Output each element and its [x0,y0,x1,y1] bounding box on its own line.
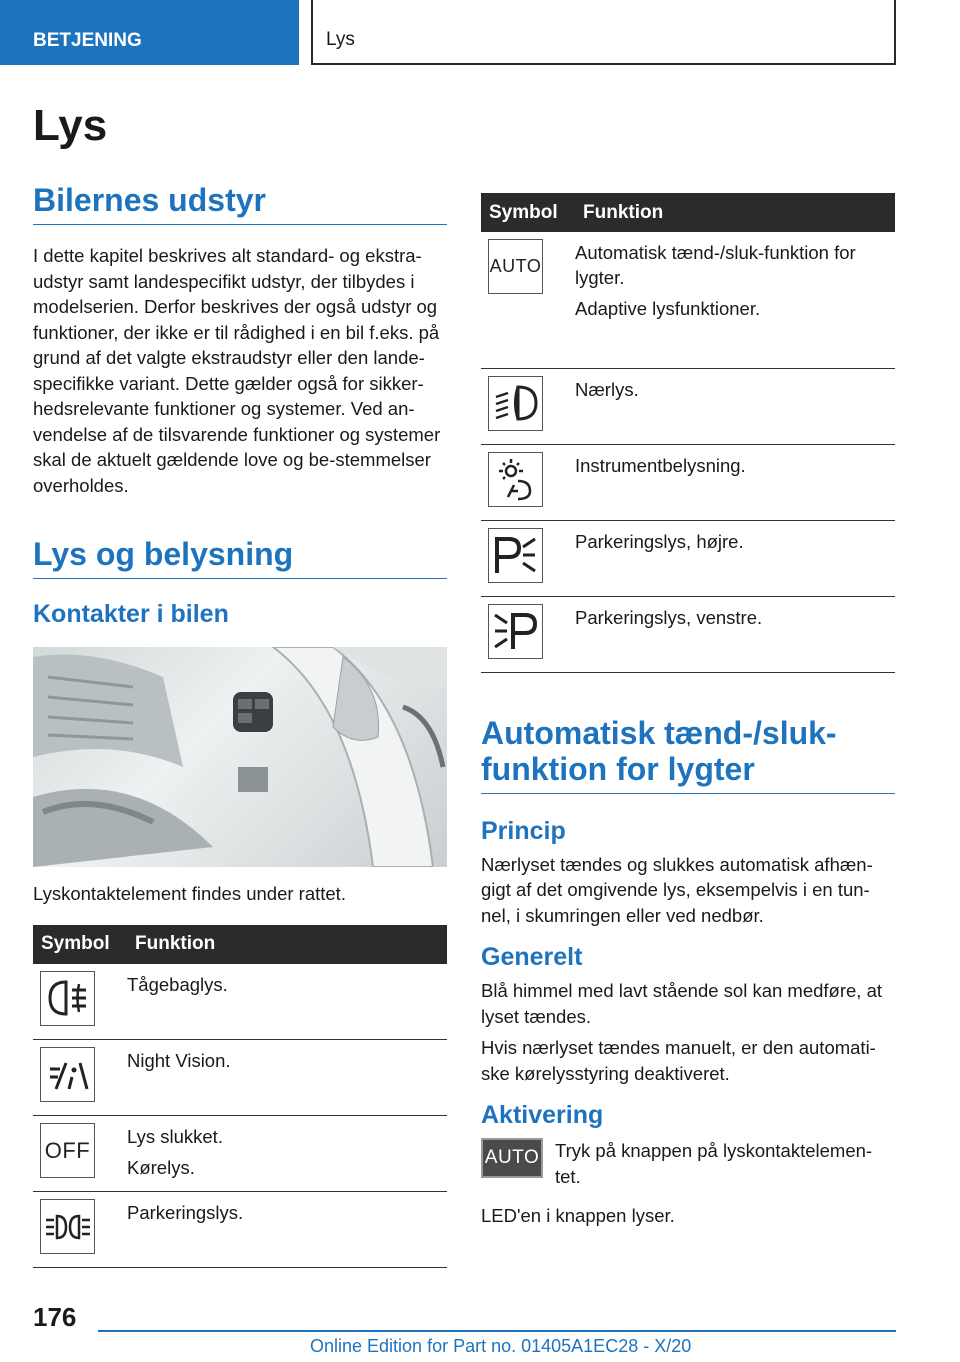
paragraph-principle: Nærlyset tændes og slukkes automatisk afhæn-gigt af det omgivende lys, eksempelvis i en tun-nel, i skumringen eller ved nedbør. [481,853,873,926]
table-row [481,520,895,596]
auto-icon-text: AUTO [489,256,542,276]
symbol-table-left [33,925,447,1269]
paragraph-activation: Tryk på knappen på lyskontaktelemen-tet. [555,1140,873,1187]
photo-caption: Lyskontaktelement findes under rattet. [33,883,346,904]
row-text: Nærlys. [575,378,639,400]
header-chapter-tab [311,0,896,65]
footer-divider [98,1330,896,1332]
header-chapter-label: Lys [326,29,355,50]
column-header-symbol: Symbol [33,925,127,964]
parking-right-icon [488,528,543,583]
auto-button-icon: AUTO [481,1138,543,1178]
off-icon-text: OFF [44,1138,91,1163]
table-row [33,964,447,1040]
row-text: Night Vision. [127,1050,231,1071]
row-text: Instrumentbelysning. [575,454,746,476]
row-text: Kørelys. [127,1157,195,1178]
right-column [481,193,895,1229]
paragraph-general-1: Blå himmel med lavt stående sol kan medføre, at lyset tændes. [481,980,883,1027]
parking-left-icon [488,604,543,659]
page-number: 176 [33,1302,77,1332]
table-row [481,596,895,672]
off-icon [40,1123,95,1178]
footer-edition: Online Edition for Part no. 01405A1EC28 - X/20 [310,1336,692,1356]
row-text: Automatisk tænd-/sluk-funktion for lygter. [575,242,856,288]
table-row [481,232,895,368]
heading-equipment: Bilernes udstyr [33,182,447,225]
steering-column-photo [33,647,447,867]
heading-activation: Aktivering [481,1101,604,1129]
paragraph-led: LED'en i knappen lyser. [481,1205,675,1226]
header-section-label: BETJENING [33,30,142,51]
heading-lights: Lys og belysning [33,536,447,579]
paragraph-equipment: I dette kapitel beskrives alt standard- og ekstra-udstyr samt landespecifikt udstyr, der tilbydes i modelserien. Derfor beskrives der også udstyr og funktioner, der ikke er til rådighed i en bil f.eks. på grund af det valgte ekstraudstyr eller den lande-specifikke variant. Dette gælder også for sikker-hedsrelevante funktioner og systemer. Ved an-vendelse af de tilsvarende funktioner og systemer skal de aktuelt gældende love og be-stemmelser overholdes. [33,245,441,496]
row-text: Parkeringslys, venstre. [575,606,763,628]
column-header-function: Funktion [575,193,895,232]
night-vision-icon [40,1047,95,1102]
symbol-table-right [481,193,895,673]
fog-light-icon [40,971,95,1026]
activation-row [481,1138,895,1189]
parking-lights-icon [40,1199,95,1254]
heading-switches: Kontakter i bilen [33,600,229,628]
paragraph-general-2: Hvis nærlyset tændes manuelt, er den automati-ske kørelysstyring deaktiveret. [481,1037,876,1084]
row-text: Parkeringslys, højre. [575,530,744,552]
column-header-symbol: Symbol [481,193,575,232]
heading-auto: Automatisk tænd-/sluk-funktion for lygter [481,715,895,794]
row-text: Adaptive lysfunktioner. [575,298,761,319]
header-section-tab [0,0,299,65]
page-title: Lys [33,101,108,150]
table-row [33,1192,447,1268]
table-row [481,444,895,520]
left-column [33,100,447,1268]
column-header-function: Funktion [127,925,447,964]
heading-general: Generelt [481,943,583,971]
table-row [33,1040,447,1116]
auto-icon [488,239,543,294]
row-text: Tågebaglys. [127,973,228,995]
table-row [481,368,895,444]
heading-principle: Princip [481,816,566,845]
instrument-lighting-icon [488,452,543,507]
row-text: Lys slukket. [127,1126,223,1147]
row-text: Parkeringslys. [127,1202,244,1223]
table-row [33,1116,447,1192]
low-beam-icon [488,376,543,431]
